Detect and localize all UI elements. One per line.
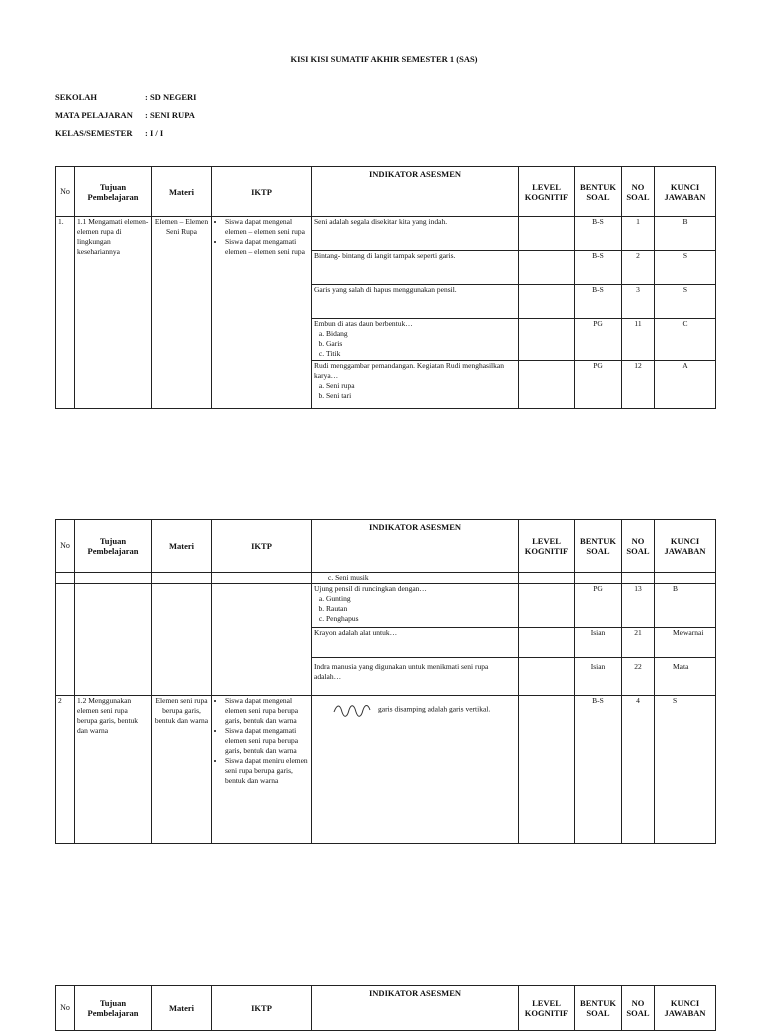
tujuan-cell	[75, 584, 152, 696]
info-mata-pelajaran	[55, 110, 195, 120]
col-header-kunci: KUNCI JAWABAN	[655, 167, 716, 217]
col-header-tujuan: Tujuan Pembelajaran	[75, 520, 152, 573]
row-no	[56, 573, 75, 584]
table-row	[56, 573, 716, 584]
nosoal-cell: 3	[622, 285, 655, 319]
nosoal-cell	[622, 573, 655, 584]
indikator-cell	[312, 696, 519, 844]
level-cell	[519, 628, 575, 658]
table-row	[56, 217, 716, 251]
wave-line-image	[332, 702, 372, 718]
table-header-row	[56, 520, 716, 573]
kunci-cell: S	[655, 696, 716, 844]
materi-cell	[152, 584, 212, 696]
col-header-level: LEVEL KOGNITIF	[519, 986, 575, 1031]
col-header-no: No	[56, 986, 75, 1031]
col-header-bentuk: BENTUK SOAL	[575, 520, 622, 573]
question-text: Embun di atas daun berbentuk…	[314, 319, 413, 328]
iktp-item: • Siswa dapat mengamati elemen – elemen seni rupa	[225, 237, 309, 257]
tujuan-cell	[75, 573, 152, 584]
info-label: KELAS/SEMESTER	[55, 128, 133, 138]
kunci-cell: C	[655, 319, 716, 361]
question-text: garis disamping adalah garis vertikal.	[378, 704, 491, 714]
kisi-table-3	[55, 985, 716, 1031]
col-header-bentuk: BENTUK SOAL	[575, 986, 622, 1031]
level-cell	[519, 217, 575, 251]
col-header-indikator: INDIKATOR ASESMEN	[312, 520, 519, 573]
col-header-nosoal: NO SOAL	[622, 986, 655, 1031]
question-text: Rudi menggambar pemandangan. Kegiatan Rudi menghasilkan karya…	[314, 361, 504, 380]
kunci-cell: B	[655, 584, 716, 628]
tujuan-cell: 1.2 Menggunakan elemen seni rupa berupa garis, bentuk dan warna	[75, 696, 152, 844]
bentuk-cell: Isian	[575, 628, 622, 658]
col-header-materi: Materi	[152, 167, 212, 217]
nosoal-cell: 22	[622, 658, 655, 696]
kisi-table-2	[55, 519, 716, 844]
table-row	[56, 584, 716, 628]
nosoal-cell: 13	[622, 584, 655, 628]
indikator-cell	[312, 584, 519, 628]
iktp-item: • Siswa dapat meniru elemen seni rupa berupa garis, bentuk dan warna	[225, 756, 309, 786]
col-header-iktp: IKTP	[212, 167, 312, 217]
col-header-bentuk: BENTUK SOAL	[575, 167, 622, 217]
answer-option: a. Bidang	[326, 329, 516, 339]
level-cell	[519, 251, 575, 285]
col-header-materi: Materi	[152, 520, 212, 573]
question-text: Ujung pensil di runcingkan dengan…	[314, 584, 427, 593]
answer-option: a. Seni rupa	[326, 381, 516, 391]
answer-option: b. Rautan	[326, 604, 516, 614]
bentuk-cell: B-S	[575, 285, 622, 319]
table-row	[56, 696, 716, 844]
answer-option: c. Titik	[326, 349, 516, 359]
kunci-cell: S	[655, 285, 716, 319]
iktp-item: • Siswa dapat mengenal elemen – elemen seni rupa	[225, 217, 309, 237]
bentuk-cell: B-S	[575, 251, 622, 285]
iktp-cell	[212, 217, 312, 409]
col-header-nosoal: NO SOAL	[622, 167, 655, 217]
col-header-materi: Materi	[152, 986, 212, 1031]
answer-option: b. Seni tari	[326, 391, 516, 401]
level-cell	[519, 319, 575, 361]
kunci-cell: Mewarnai	[655, 628, 716, 658]
nosoal-cell: 1	[622, 217, 655, 251]
indikator-cell: Seni adalah segala disekitar kita yang indah.	[312, 217, 519, 251]
bentuk-cell: Isian	[575, 658, 622, 696]
col-header-kunci: KUNCI JAWABAN	[655, 520, 716, 573]
materi-cell: Elemen – Elemen Seni Rupa	[152, 217, 212, 409]
materi-cell: Elemen seni rupa berupa garis, bentuk dan warna	[152, 696, 212, 844]
answer-option: c. Penghapus	[326, 614, 516, 624]
nosoal-cell: 11	[622, 319, 655, 361]
col-header-iktp: IKTP	[212, 520, 312, 573]
info-value: : SENI RUPA	[145, 110, 195, 120]
bentuk-cell: PG	[575, 319, 622, 361]
nosoal-cell: 4	[622, 696, 655, 844]
indikator-cell: Garis yang salah di hapus menggunakan pensil.	[312, 285, 519, 319]
col-header-iktp: IKTP	[212, 986, 312, 1031]
kisi-table-1	[55, 166, 716, 409]
col-header-no: No	[56, 520, 75, 573]
col-header-level: LEVEL KOGNITIF	[519, 520, 575, 573]
indikator-cell: Bintang- bintang di langit tampak seperti garis.	[312, 251, 519, 285]
info-value: : SD NEGERI	[145, 92, 197, 102]
row-no	[56, 584, 75, 696]
table-header-row	[56, 167, 716, 217]
indikator-cell: Krayon adalah alat untuk…	[312, 628, 519, 658]
nosoal-cell: 12	[622, 361, 655, 409]
bentuk-cell: B-S	[575, 217, 622, 251]
kunci-cell: Mata	[655, 658, 716, 696]
col-header-no: No	[56, 167, 75, 217]
iktp-cell	[212, 584, 312, 696]
indikator-cell	[312, 361, 519, 409]
info-label: MATA PELAJARAN	[55, 110, 133, 120]
indikator-cell	[312, 319, 519, 361]
level-cell	[519, 584, 575, 628]
bentuk-cell: B-S	[575, 696, 622, 844]
iktp-cell	[212, 573, 312, 584]
nosoal-cell: 21	[622, 628, 655, 658]
answer-option: b. Garis	[326, 339, 516, 349]
answer-option: a. Gunting	[326, 594, 516, 604]
row-no: 2	[56, 696, 75, 844]
info-value: : I / I	[145, 128, 164, 138]
col-header-kunci: KUNCI JAWABAN	[655, 986, 716, 1031]
tujuan-cell: 1.1 Mengamati elemen-elemen rupa di lingkungan kesehariannya	[75, 217, 152, 409]
materi-cell	[152, 573, 212, 584]
info-sekolah	[55, 92, 196, 102]
col-header-indikator: INDIKATOR ASESMEN	[312, 986, 519, 1031]
bentuk-cell	[575, 573, 622, 584]
level-cell	[519, 285, 575, 319]
level-cell	[519, 658, 575, 696]
kunci-cell: A	[655, 361, 716, 409]
col-header-nosoal: NO SOAL	[622, 520, 655, 573]
kunci-cell: S	[655, 251, 716, 285]
iktp-item: • Siswa dapat mengamati elemen seni rupa berupa garis, bentuk dan warna	[225, 726, 309, 756]
iktp-item: • Siswa dapat mengenal elemen seni rupa berupa garis, bentuk dan warna	[225, 696, 309, 726]
indikator-cell: c. Seni musik	[312, 573, 519, 584]
level-cell	[519, 361, 575, 409]
kunci-cell: B	[655, 217, 716, 251]
level-cell	[519, 696, 575, 844]
info-kelas-semester	[55, 128, 163, 138]
col-header-tujuan: Tujuan Pembelajaran	[75, 167, 152, 217]
row-no: 1.	[56, 217, 75, 409]
document-title: KISI KISI SUMATIF AKHIR SEMESTER 1 (SAS)	[290, 54, 478, 64]
nosoal-cell: 2	[622, 251, 655, 285]
info-label: SEKOLAH	[55, 92, 98, 102]
col-header-level: LEVEL KOGNITIF	[519, 167, 575, 217]
bentuk-cell: PG	[575, 361, 622, 409]
iktp-cell	[212, 696, 312, 844]
col-header-indikator: INDIKATOR ASESMEN	[312, 167, 519, 217]
indikator-cell: Indra manusia yang digunakan untuk menikmati seni rupa adalah…	[312, 658, 519, 696]
col-header-tujuan: Tujuan Pembelajaran	[75, 986, 152, 1031]
level-cell	[519, 573, 575, 584]
kunci-cell	[655, 573, 716, 584]
question-line	[314, 702, 516, 718]
bentuk-cell: PG	[575, 584, 622, 628]
